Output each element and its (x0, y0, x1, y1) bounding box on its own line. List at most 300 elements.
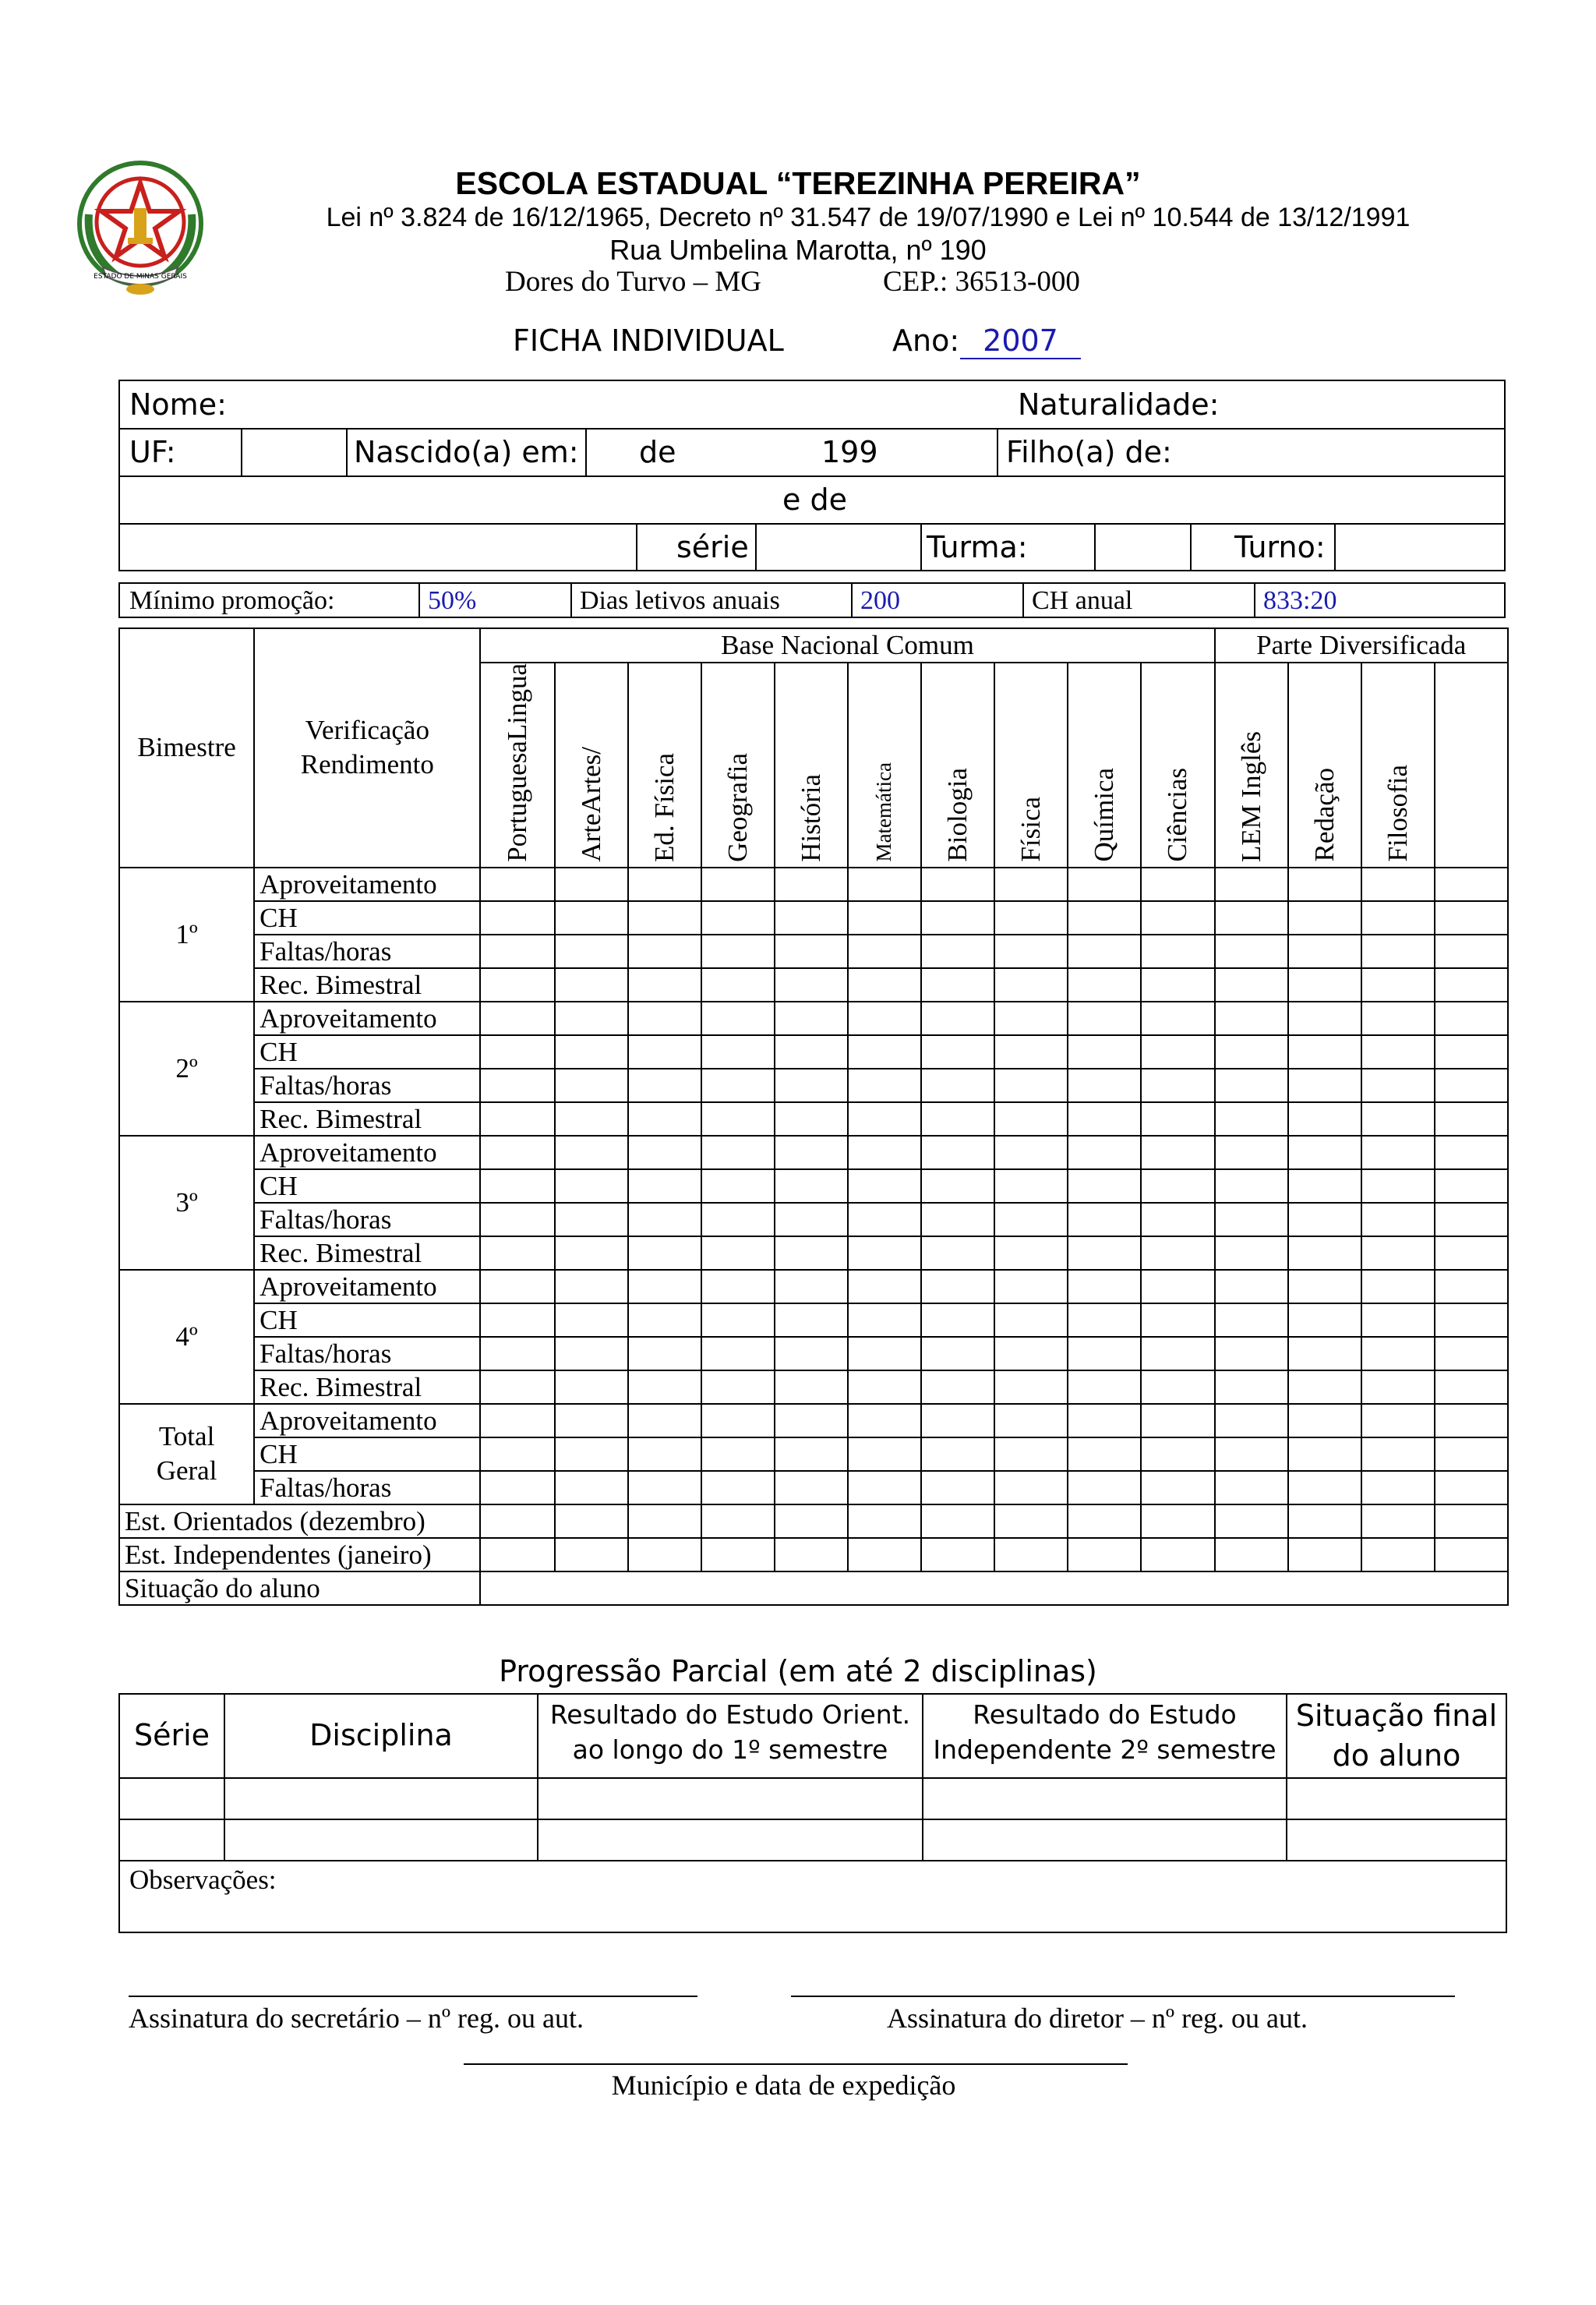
student-situation-field[interactable] (480, 1571, 1508, 1605)
grade-cell[interactable] (1361, 1236, 1435, 1270)
grade-cell[interactable] (1435, 1270, 1508, 1303)
grade-cell[interactable] (480, 1169, 554, 1203)
grade-cell[interactable] (1361, 935, 1435, 968)
grade-cell[interactable] (1215, 1002, 1288, 1035)
grade-cell[interactable] (1361, 1169, 1435, 1203)
grade-cell[interactable] (1361, 868, 1435, 901)
grade-cell[interactable] (775, 1404, 848, 1437)
grade-cell[interactable] (555, 1236, 628, 1270)
grade-cell[interactable] (848, 1169, 921, 1203)
grade-cell[interactable] (994, 1035, 1068, 1069)
grade-cell[interactable] (848, 1270, 921, 1303)
grade-cell[interactable] (1435, 1002, 1508, 1035)
grade-cell[interactable] (555, 1203, 628, 1236)
grade-cell[interactable] (1435, 1337, 1508, 1370)
grade-cell[interactable] (1068, 1270, 1141, 1303)
grade-cell[interactable] (994, 1404, 1068, 1437)
grade-cell[interactable] (1068, 1236, 1141, 1270)
grade-cell[interactable] (701, 1136, 775, 1169)
grade-cell[interactable] (701, 1102, 775, 1136)
grade-cell[interactable] (921, 1169, 994, 1203)
grade-cell[interactable] (628, 1337, 701, 1370)
grade-cell[interactable] (921, 868, 994, 901)
grade-cell[interactable] (701, 1035, 775, 1069)
grade-cell[interactable] (1068, 1102, 1141, 1136)
grade-cell[interactable] (1141, 1404, 1214, 1437)
grade-cell[interactable] (1288, 1169, 1361, 1203)
grade-cell[interactable] (1215, 968, 1288, 1002)
grade-cell[interactable] (480, 935, 554, 968)
grade-cell[interactable] (1361, 1002, 1435, 1035)
grade-cell[interactable] (555, 1136, 628, 1169)
grade-cell[interactable] (555, 868, 628, 901)
grade-cell[interactable] (1435, 1303, 1508, 1337)
grade-cell[interactable] (921, 1136, 994, 1169)
grade-cell[interactable] (994, 1504, 1068, 1538)
grade-cell[interactable] (1215, 1370, 1288, 1404)
grade-cell[interactable] (848, 1002, 921, 1035)
grade-cell[interactable] (921, 1270, 994, 1303)
grade-cell[interactable] (848, 1102, 921, 1136)
grade-cell[interactable] (994, 901, 1068, 935)
grade-cell[interactable] (775, 1236, 848, 1270)
grade-cell[interactable] (921, 1404, 994, 1437)
grade-cell[interactable] (1141, 1035, 1214, 1069)
grade-cell[interactable] (775, 1504, 848, 1538)
grade-cell[interactable] (775, 1069, 848, 1102)
ch-value[interactable]: 833:20 (1263, 586, 1337, 615)
grade-cell[interactable] (1215, 1471, 1288, 1504)
grade-cell[interactable] (1068, 1303, 1141, 1337)
min-promo-value[interactable]: 50% (428, 586, 477, 615)
grade-cell[interactable] (848, 1136, 921, 1169)
grade-cell[interactable] (1068, 1169, 1141, 1203)
grade-cell[interactable] (994, 1370, 1068, 1404)
place-date-line[interactable] (464, 2063, 1128, 2065)
grade-cell[interactable] (775, 1471, 848, 1504)
grade-cell[interactable] (480, 1404, 554, 1437)
director-signature-line[interactable] (791, 1996, 1455, 1997)
grade-cell[interactable] (628, 1370, 701, 1404)
grade-cell[interactable] (480, 868, 554, 901)
grade-cell[interactable] (628, 1169, 701, 1203)
grade-cell[interactable] (555, 1337, 628, 1370)
grade-cell[interactable] (701, 1203, 775, 1236)
grade-cell[interactable] (994, 1538, 1068, 1571)
grade-cell[interactable] (1288, 1102, 1361, 1136)
grade-cell[interactable] (848, 1236, 921, 1270)
grade-cell[interactable] (1215, 1236, 1288, 1270)
grade-cell[interactable] (775, 968, 848, 1002)
grade-cell[interactable] (480, 1370, 554, 1404)
grade-cell[interactable] (921, 935, 994, 968)
grade-cell[interactable] (1068, 868, 1141, 901)
grade-cell[interactable] (1435, 1203, 1508, 1236)
grade-cell[interactable] (1068, 1471, 1141, 1504)
grade-cell[interactable] (921, 1236, 994, 1270)
grade-cell[interactable] (555, 1002, 628, 1035)
grade-cell[interactable] (1141, 1504, 1214, 1538)
grade-cell[interactable] (848, 1370, 921, 1404)
grade-cell[interactable] (1361, 1504, 1435, 1538)
grade-cell[interactable] (921, 1069, 994, 1102)
grade-cell[interactable] (1068, 1069, 1141, 1102)
grade-cell[interactable] (701, 1169, 775, 1203)
grade-cell[interactable] (628, 1102, 701, 1136)
grade-cell[interactable] (994, 1437, 1068, 1471)
grade-cell[interactable] (1288, 1471, 1361, 1504)
grade-cell[interactable] (701, 1504, 775, 1538)
grade-cell[interactable] (555, 901, 628, 935)
grade-cell[interactable] (1288, 1303, 1361, 1337)
grade-cell[interactable] (1435, 1437, 1508, 1471)
grade-cell[interactable] (701, 901, 775, 935)
grade-cell[interactable] (1435, 935, 1508, 968)
grade-cell[interactable] (994, 1169, 1068, 1203)
grade-cell[interactable] (1288, 968, 1361, 1002)
grade-cell[interactable] (775, 935, 848, 968)
grade-cell[interactable] (775, 901, 848, 935)
grade-cell[interactable] (1288, 1035, 1361, 1069)
grade-cell[interactable] (994, 1337, 1068, 1370)
grade-cell[interactable] (1361, 1337, 1435, 1370)
grade-cell[interactable] (555, 968, 628, 1002)
grade-cell[interactable] (775, 1370, 848, 1404)
grade-cell[interactable] (1361, 1203, 1435, 1236)
grade-cell[interactable] (994, 1069, 1068, 1102)
grade-cell[interactable] (994, 868, 1068, 901)
grade-cell[interactable] (1361, 1370, 1435, 1404)
grade-cell[interactable] (1141, 1169, 1214, 1203)
grade-cell[interactable] (1141, 1538, 1214, 1571)
grade-cell[interactable] (1361, 1538, 1435, 1571)
grade-cell[interactable] (1435, 1169, 1508, 1203)
grade-cell[interactable] (1288, 1404, 1361, 1437)
grade-cell[interactable] (480, 1236, 554, 1270)
grade-cell[interactable] (1215, 1203, 1288, 1236)
grade-cell[interactable] (1215, 1136, 1288, 1169)
grade-cell[interactable] (1288, 1069, 1361, 1102)
grade-cell[interactable] (775, 1538, 848, 1571)
grade-cell[interactable] (1361, 1303, 1435, 1337)
grade-cell[interactable] (628, 1236, 701, 1270)
grade-cell[interactable] (1361, 1270, 1435, 1303)
grade-cell[interactable] (1288, 1370, 1361, 1404)
grade-cell[interactable] (1361, 1136, 1435, 1169)
grade-cell[interactable] (480, 1203, 554, 1236)
grade-cell[interactable] (628, 1504, 701, 1538)
grade-cell[interactable] (480, 1069, 554, 1102)
grade-cell[interactable] (555, 1471, 628, 1504)
grade-cell[interactable] (775, 1035, 848, 1069)
grade-cell[interactable] (1215, 1069, 1288, 1102)
grade-cell[interactable] (1288, 1337, 1361, 1370)
grade-cell[interactable] (921, 1538, 994, 1571)
grade-cell[interactable] (1435, 1035, 1508, 1069)
grade-cell[interactable] (848, 1303, 921, 1337)
grade-cell[interactable] (628, 901, 701, 935)
secretary-signature-line[interactable] (129, 1996, 697, 1997)
grade-cell[interactable] (1288, 935, 1361, 968)
grade-cell[interactable] (555, 1538, 628, 1571)
grade-cell[interactable] (921, 1437, 994, 1471)
grade-cell[interactable] (628, 1437, 701, 1471)
grade-cell[interactable] (1435, 1236, 1508, 1270)
grade-cell[interactable] (1215, 1303, 1288, 1337)
grade-cell[interactable] (1141, 1069, 1214, 1102)
grade-cell[interactable] (848, 1203, 921, 1236)
grade-cell[interactable] (921, 1002, 994, 1035)
grade-cell[interactable] (848, 1538, 921, 1571)
grade-cell[interactable] (1288, 1002, 1361, 1035)
observations-field[interactable] (119, 1861, 1506, 1932)
grade-cell[interactable] (628, 1538, 701, 1571)
grade-cell[interactable] (994, 1203, 1068, 1236)
grade-cell[interactable] (1141, 1102, 1214, 1136)
grade-cell[interactable] (1215, 1102, 1288, 1136)
grade-cell[interactable] (1361, 1035, 1435, 1069)
grade-cell[interactable] (994, 1236, 1068, 1270)
grade-cell[interactable] (628, 1270, 701, 1303)
grade-cell[interactable] (1435, 1538, 1508, 1571)
grade-cell[interactable] (1435, 1102, 1508, 1136)
grade-cell[interactable] (1068, 1504, 1141, 1538)
grade-cell[interactable] (994, 968, 1068, 1002)
grade-cell[interactable] (994, 1102, 1068, 1136)
grade-cell[interactable] (1068, 1002, 1141, 1035)
grade-cell[interactable] (1068, 901, 1141, 935)
grade-cell[interactable] (701, 1337, 775, 1370)
grade-cell[interactable] (848, 868, 921, 901)
date-year[interactable]: 199 (821, 435, 878, 469)
grade-cell[interactable] (1435, 968, 1508, 1002)
grade-cell[interactable] (555, 1102, 628, 1136)
grade-cell[interactable] (921, 1203, 994, 1236)
grade-cell[interactable] (701, 868, 775, 901)
grade-cell[interactable] (921, 1370, 994, 1404)
grade-cell[interactable] (775, 1337, 848, 1370)
grade-cell[interactable] (848, 1404, 921, 1437)
grade-cell[interactable] (1068, 1035, 1141, 1069)
grade-cell[interactable] (1215, 901, 1288, 935)
grade-cell[interactable] (775, 868, 848, 901)
grade-cell[interactable] (701, 1471, 775, 1504)
grade-cell[interactable] (921, 1102, 994, 1136)
grade-cell[interactable] (994, 1471, 1068, 1504)
grade-cell[interactable] (775, 1169, 848, 1203)
grade-cell[interactable] (701, 1437, 775, 1471)
grade-cell[interactable] (1068, 1370, 1141, 1404)
grade-cell[interactable] (1141, 1203, 1214, 1236)
school-days-value[interactable]: 200 (860, 586, 900, 615)
grade-cell[interactable] (1141, 868, 1214, 901)
grade-cell[interactable] (480, 1471, 554, 1504)
grade-cell[interactable] (1068, 968, 1141, 1002)
grade-cell[interactable] (775, 1002, 848, 1035)
grade-cell[interactable] (994, 1303, 1068, 1337)
grade-cell[interactable] (1435, 1471, 1508, 1504)
grade-cell[interactable] (1215, 1169, 1288, 1203)
grade-cell[interactable] (480, 1437, 554, 1471)
grade-cell[interactable] (701, 1303, 775, 1337)
grade-cell[interactable] (1141, 1471, 1214, 1504)
grade-cell[interactable] (1215, 1437, 1288, 1471)
grade-cell[interactable] (555, 1270, 628, 1303)
grade-cell[interactable] (848, 935, 921, 968)
grade-cell[interactable] (628, 935, 701, 968)
grade-cell[interactable] (848, 968, 921, 1002)
grade-cell[interactable] (1361, 1437, 1435, 1471)
grade-cell[interactable] (1215, 868, 1288, 901)
grade-cell[interactable] (1068, 1538, 1141, 1571)
grade-cell[interactable] (1435, 868, 1508, 901)
grade-cell[interactable] (1141, 1337, 1214, 1370)
grade-cell[interactable] (848, 1035, 921, 1069)
grade-cell[interactable] (994, 1002, 1068, 1035)
grade-cell[interactable] (1435, 1069, 1508, 1102)
grade-cell[interactable] (921, 1337, 994, 1370)
grade-cell[interactable] (628, 1404, 701, 1437)
grade-cell[interactable] (921, 1504, 994, 1538)
grade-cell[interactable] (1361, 1471, 1435, 1504)
grade-cell[interactable] (1435, 1504, 1508, 1538)
grade-cell[interactable] (555, 1069, 628, 1102)
grade-cell[interactable] (1068, 1337, 1141, 1370)
grade-cell[interactable] (701, 935, 775, 968)
grade-cell[interactable] (1141, 1270, 1214, 1303)
grade-cell[interactable] (701, 1270, 775, 1303)
grade-cell[interactable] (921, 901, 994, 935)
grade-cell[interactable] (1215, 1404, 1288, 1437)
grade-cell[interactable] (994, 1136, 1068, 1169)
grade-cell[interactable] (921, 1035, 994, 1069)
grade-cell[interactable] (1141, 1002, 1214, 1035)
grade-cell[interactable] (701, 1002, 775, 1035)
grade-cell[interactable] (628, 868, 701, 901)
grade-cell[interactable] (480, 968, 554, 1002)
grade-cell[interactable] (1288, 868, 1361, 901)
grade-cell[interactable] (555, 1303, 628, 1337)
grade-cell[interactable] (921, 1471, 994, 1504)
grade-cell[interactable] (1361, 968, 1435, 1002)
grade-cell[interactable] (555, 935, 628, 968)
grade-cell[interactable] (701, 968, 775, 1002)
grade-cell[interactable] (1141, 1303, 1214, 1337)
grade-cell[interactable] (1361, 1404, 1435, 1437)
grade-cell[interactable] (1215, 935, 1288, 968)
grade-cell[interactable] (775, 1102, 848, 1136)
grade-cell[interactable] (1288, 1538, 1361, 1571)
grade-cell[interactable] (1141, 901, 1214, 935)
grade-cell[interactable] (1141, 968, 1214, 1002)
grade-cell[interactable] (480, 1504, 554, 1538)
grade-cell[interactable] (1435, 1370, 1508, 1404)
grade-cell[interactable] (1068, 1203, 1141, 1236)
grade-cell[interactable] (848, 901, 921, 935)
grade-cell[interactable] (1361, 1102, 1435, 1136)
grade-cell[interactable] (775, 1437, 848, 1471)
grade-cell[interactable] (480, 1102, 554, 1136)
grade-cell[interactable] (1068, 1136, 1141, 1169)
grade-cell[interactable] (921, 968, 994, 1002)
grade-cell[interactable] (628, 1002, 701, 1035)
grade-cell[interactable] (628, 968, 701, 1002)
grade-cell[interactable] (1435, 1404, 1508, 1437)
grade-cell[interactable] (1215, 1270, 1288, 1303)
grade-cell[interactable] (1068, 935, 1141, 968)
grade-cell[interactable] (628, 1069, 701, 1102)
grade-cell[interactable] (701, 1236, 775, 1270)
grade-cell[interactable] (628, 1303, 701, 1337)
grade-cell[interactable] (480, 1337, 554, 1370)
grade-cell[interactable] (555, 1504, 628, 1538)
grade-cell[interactable] (555, 1370, 628, 1404)
grade-cell[interactable] (1288, 1270, 1361, 1303)
grade-cell[interactable] (1068, 1404, 1141, 1437)
grade-cell[interactable] (1068, 1437, 1141, 1471)
grade-cell[interactable] (1215, 1035, 1288, 1069)
grade-cell[interactable] (555, 1404, 628, 1437)
grade-cell[interactable] (628, 1203, 701, 1236)
grade-cell[interactable] (628, 1136, 701, 1169)
grade-cell[interactable] (1288, 1136, 1361, 1169)
grade-cell[interactable] (1288, 1203, 1361, 1236)
grade-cell[interactable] (628, 1035, 701, 1069)
grade-cell[interactable] (1435, 901, 1508, 935)
grade-cell[interactable] (1435, 1136, 1508, 1169)
grade-cell[interactable] (848, 1471, 921, 1504)
grade-cell[interactable] (1141, 1136, 1214, 1169)
grade-cell[interactable] (480, 1136, 554, 1169)
grade-cell[interactable] (480, 1303, 554, 1337)
grade-cell[interactable] (701, 1404, 775, 1437)
grade-cell[interactable] (1141, 1437, 1214, 1471)
grade-cell[interactable] (994, 935, 1068, 968)
grade-cell[interactable] (775, 1270, 848, 1303)
grade-cell[interactable] (555, 1035, 628, 1069)
grade-cell[interactable] (701, 1538, 775, 1571)
grade-cell[interactable] (848, 1069, 921, 1102)
grade-cell[interactable] (1361, 901, 1435, 935)
grade-cell[interactable] (848, 1437, 921, 1471)
grade-cell[interactable] (701, 1370, 775, 1404)
grade-cell[interactable] (1288, 1437, 1361, 1471)
grade-cell[interactable] (1361, 1069, 1435, 1102)
grade-cell[interactable] (848, 1504, 921, 1538)
grade-cell[interactable] (701, 1069, 775, 1102)
grade-cell[interactable] (628, 1471, 701, 1504)
grade-cell[interactable] (480, 1270, 554, 1303)
grade-cell[interactable] (1215, 1504, 1288, 1538)
grade-cell[interactable] (775, 1136, 848, 1169)
grade-cell[interactable] (994, 1270, 1068, 1303)
grade-cell[interactable] (1288, 1504, 1361, 1538)
grade-cell[interactable] (480, 901, 554, 935)
grade-cell[interactable] (1288, 901, 1361, 935)
grade-cell[interactable] (480, 1035, 554, 1069)
grade-cell[interactable] (1288, 1236, 1361, 1270)
grade-cell[interactable] (921, 1303, 994, 1337)
grade-cell[interactable] (1141, 1370, 1214, 1404)
grade-cell[interactable] (1215, 1337, 1288, 1370)
grade-cell[interactable] (480, 1002, 554, 1035)
grade-cell[interactable] (1215, 1538, 1288, 1571)
grade-cell[interactable] (1141, 935, 1214, 968)
grade-cell[interactable] (848, 1337, 921, 1370)
grade-cell[interactable] (480, 1538, 554, 1571)
grade-cell[interactable] (555, 1437, 628, 1471)
grade-cell[interactable] (775, 1303, 848, 1337)
